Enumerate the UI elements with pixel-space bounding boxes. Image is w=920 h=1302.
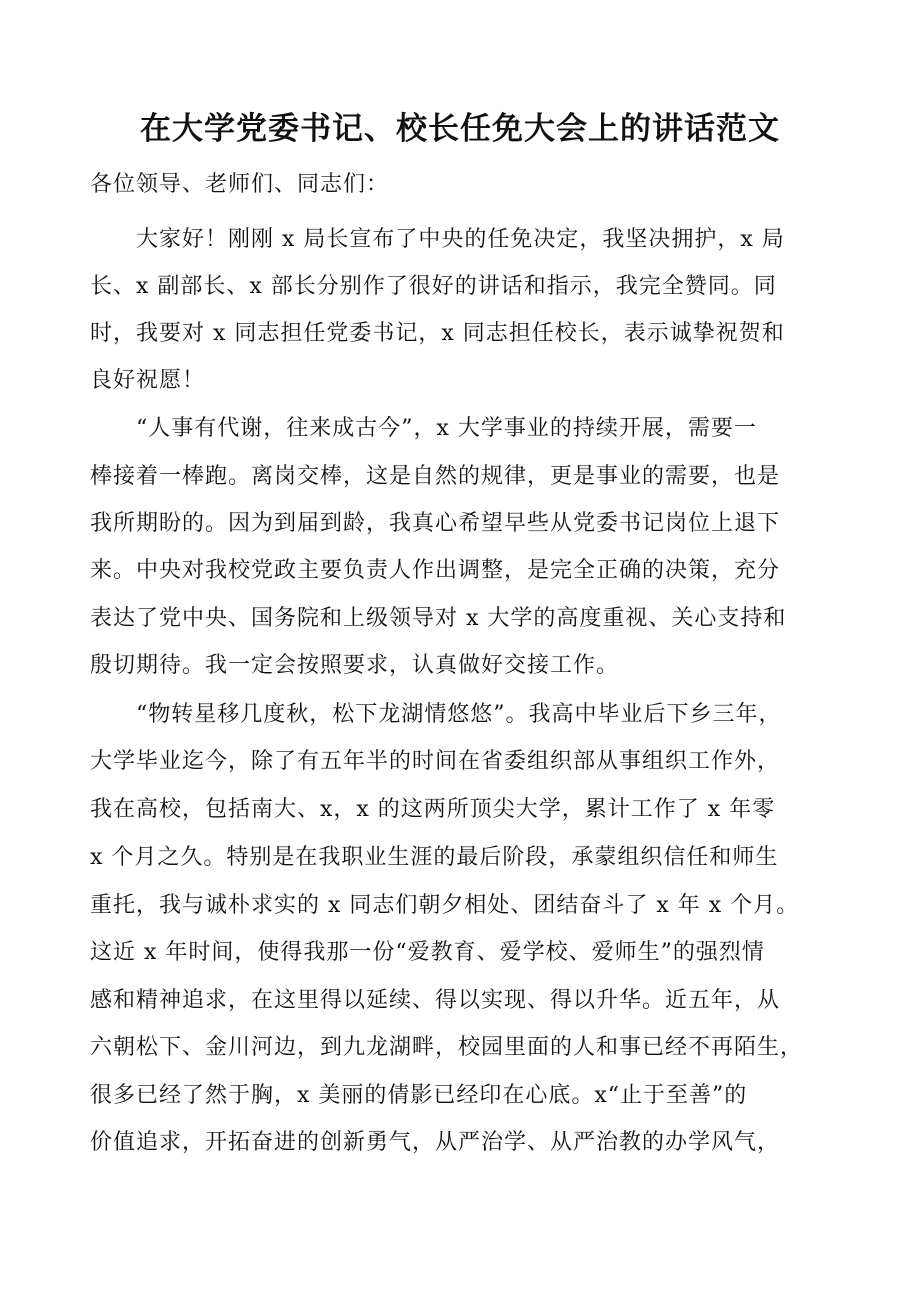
body-line: “人事有代谢，往来成古今”，x 大学事业的持续开展，需要一	[90, 416, 757, 441]
body-line: 棒接着一棒跑。离岗交棒，这是自然的规律，更是事业的需要，也是	[90, 464, 781, 489]
body-line: 六朝松下、金川河边，到九龙湖畔，校园里面的人和事已经不再陌生，	[90, 1035, 804, 1060]
body-line: 价值追求，开拓奋进的创新勇气，从严治学、从严治教的办学风气，	[90, 1130, 781, 1155]
body-line: 来。中央对我校党政主要负责人作出调整，是完全正确的决策，充分	[90, 558, 781, 583]
body-line: 大家好！刚刚 x 局长宣布了中央的任免决定，我坚决拥护，x 局	[90, 227, 785, 252]
body-line: “物转星移几度秋，松下龙湖情悠悠”。我高中毕业后下乡三年，	[90, 702, 782, 727]
body-line: 大学毕业迄今，除了有五年半的时间在省委组织部从事组织工作外，	[90, 749, 781, 774]
body-line: 殷切期待。我一定会按照要求，认真做好交接工作。	[90, 653, 620, 678]
body-line: 这近 x 年时间，使得我那一份“爱教育、爱学校、爱师生”的强烈情	[90, 940, 765, 965]
body-line: 我在高校，包括南大、x，x 的这两所顶尖大学，累计工作了 x 年零	[90, 797, 776, 822]
body-line: 良好祝愿！	[90, 368, 206, 393]
salutation: 各位领导、老师们、同志们：	[90, 172, 390, 197]
body-line: 时，我要对 x 同志担任党委书记，x 同志担任校长，表示诚挚祝贺和	[90, 321, 785, 346]
body-line: 很多已经了然于胸，x 美丽的倩影已经印在心底。x“止于至善”的	[90, 1083, 748, 1108]
body-line: 重托，我与诚朴求实的 x 同志们朝夕相处、团结奋斗了 x 年 x 个月。	[90, 893, 800, 918]
document-title: 在大学党委书记、校长任免大会上的讲话范文	[140, 111, 780, 147]
body-line: 感和精神追求，在这里得以延续、得以实现、得以升华。近五年，从	[90, 988, 781, 1013]
body-line: 表达了党中央、国务院和上级领导对 x 大学的高度重视、关心支持和	[90, 606, 787, 631]
body-line: 长、x 副部长、x 部长分别作了很好的讲话和指示，我完全赞同。同	[90, 274, 777, 299]
body-line: 我所期盼的。因为到届到龄，我真心希望早些从党委书记岗位上退下	[90, 511, 781, 536]
body-line: x 个月之久。特别是在我职业生涯的最后阶段，承蒙组织信任和师生	[90, 845, 779, 870]
